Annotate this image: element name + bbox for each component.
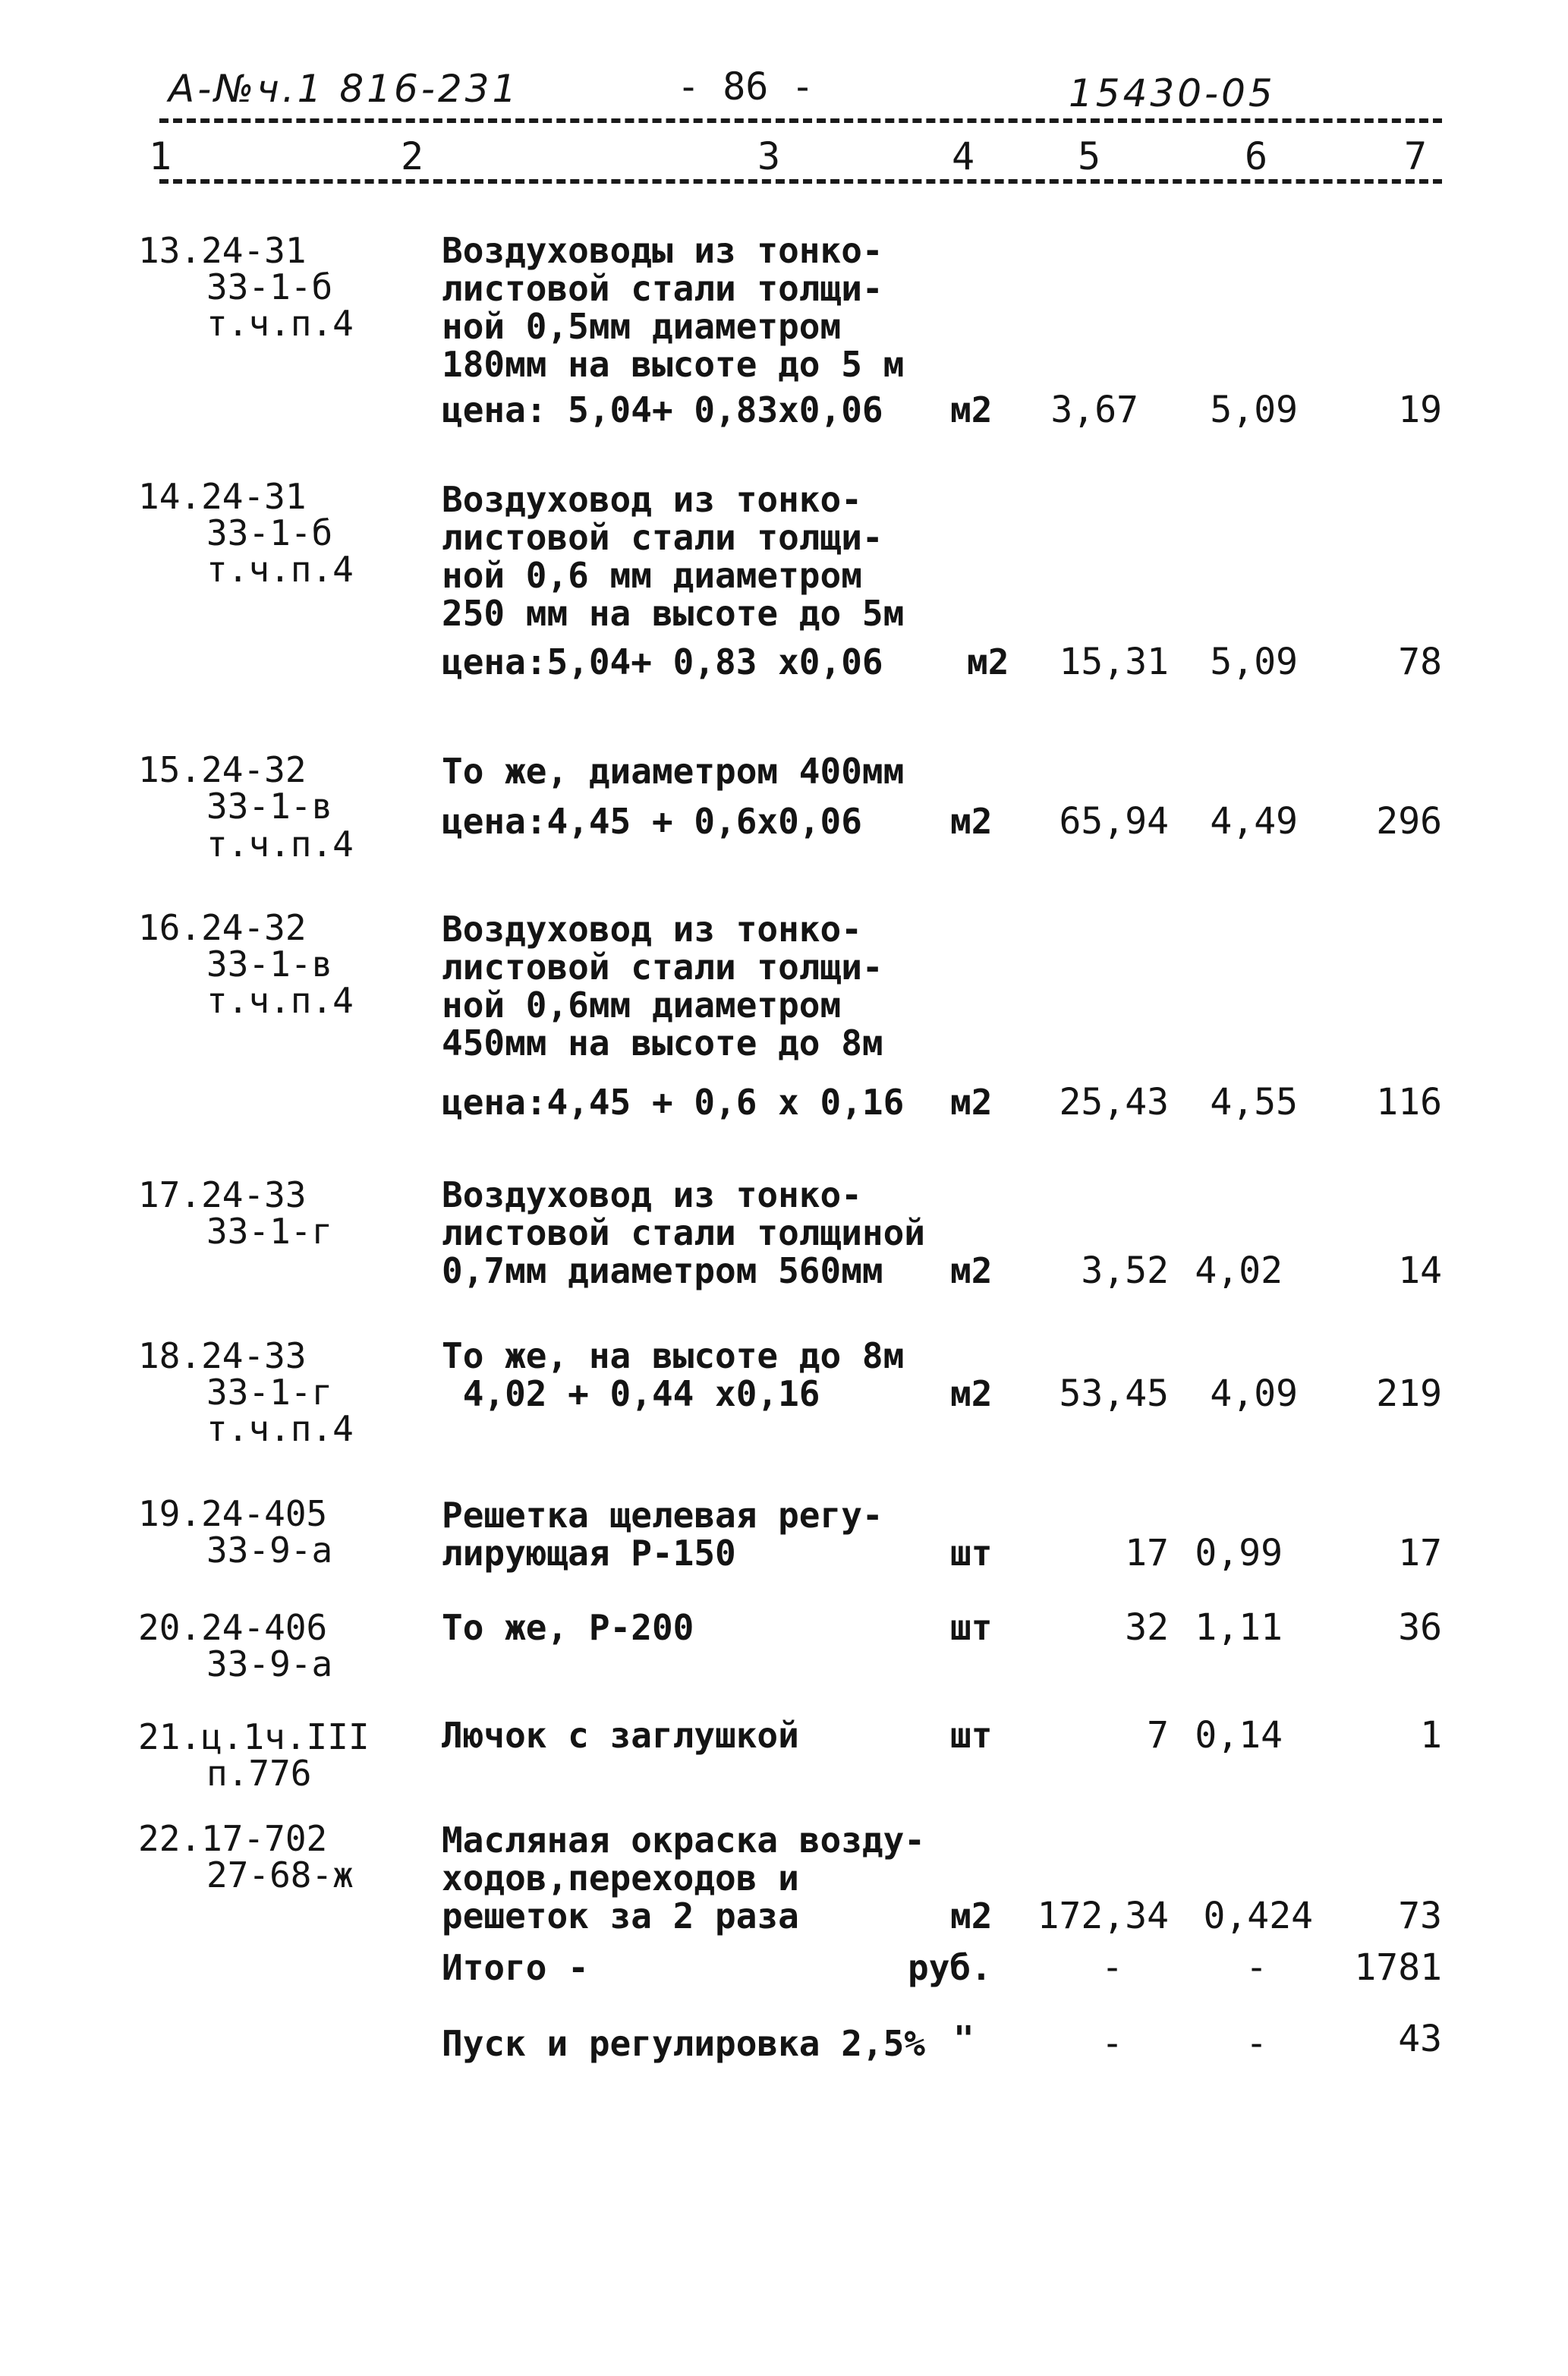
row-13-name-4: 180мм на высоте до 5 м [442, 344, 905, 385]
row-14-name-3: ной 0,6 мм диаметром [442, 555, 862, 596]
row-18-name-1: То же, на высоте до 8м [442, 1335, 905, 1376]
row-13-quantity: 3,67 [1050, 389, 1138, 431]
row-17-name-1: Воздуховод из тонко- [442, 1174, 862, 1215]
row-15-code-3: т.ч.п.4 [206, 824, 354, 865]
row-15-total: 296 [1376, 800, 1442, 843]
row-20-total: 36 [1398, 1606, 1442, 1649]
row-22-quantity: 172,34 [1037, 1895, 1169, 1937]
row-19-total: 17 [1398, 1532, 1442, 1574]
row-14-code-1: 14.24-31 [138, 476, 307, 517]
row-15-price: цена:4,45 + 0,6х0,06 [442, 801, 862, 842]
row-14-code-3: т.ч.п.4 [206, 549, 354, 590]
commissioning-amount: 43 [1398, 2018, 1442, 2060]
row-16-name-3: ной 0,6мм диаметром [442, 985, 842, 1026]
total-quantity: - [1101, 1946, 1123, 1989]
row-13-name-1: Воздуховоды из тонко- [442, 230, 883, 271]
row-18-quantity: 53,45 [1059, 1372, 1169, 1415]
row-13-total: 19 [1398, 389, 1442, 431]
commissioning-unit: " [953, 2018, 974, 2059]
row-18-code-3: т.ч.п.4 [206, 1408, 354, 1449]
column-number-divider [159, 179, 1442, 184]
row-18-total: 219 [1376, 1372, 1442, 1415]
column-number-1: 1 [149, 134, 172, 178]
row-19-code-2: 33-9-а [206, 1530, 333, 1571]
row-17-name-2: листовой стали толщиной [442, 1212, 925, 1253]
row-20-quantity: 32 [1125, 1606, 1169, 1649]
row-19-price: лирующая Р-150 [442, 1533, 736, 1574]
row-19-code-1: 19.24-405 [138, 1493, 328, 1534]
row-21-price: Лючок с заглушкой [442, 1715, 799, 1756]
row-15-quantity: 65,94 [1059, 800, 1169, 843]
row-18-price: 4,02 + 0,44 х0,16 [442, 1373, 820, 1414]
row-21-code-1: 21.ц.1ч.III [138, 1716, 370, 1757]
row-19-unit: шт [950, 1533, 993, 1574]
row-20-code-2: 33-9-а [206, 1643, 333, 1684]
row-17-rate: 4,02 [1195, 1249, 1283, 1292]
row-16-name-4: 450мм на высоте до 8м [442, 1023, 883, 1064]
row-13-name-2: листовой стали толщи- [442, 268, 883, 309]
row-15-name-1: То же, диаметром 400мм [442, 751, 905, 792]
row-16-unit: м2 [950, 1082, 993, 1123]
row-15-code-2: 33-1-в [206, 786, 333, 827]
row-13-rate: 5,09 [1210, 389, 1298, 431]
row-14-name-1: Воздуховод из тонко- [442, 479, 862, 520]
row-19-rate: 0,99 [1195, 1532, 1283, 1574]
row-17-unit: м2 [950, 1250, 993, 1291]
row-15-rate: 4,49 [1210, 800, 1298, 843]
row-17-code-2: 33-1-г [206, 1211, 333, 1252]
row-16-total: 116 [1376, 1081, 1442, 1123]
total-amount: 1781 [1354, 1946, 1442, 1989]
commissioning-label: Пуск и регулировка 2,5% [442, 2023, 925, 2064]
row-17-quantity: 3,52 [1081, 1249, 1169, 1292]
row-21-total: 1 [1420, 1714, 1442, 1757]
row-13-code-3: т.ч.п.4 [206, 303, 354, 344]
row-17-price: 0,7мм диаметром 560мм [442, 1250, 883, 1291]
row-21-unit: шт [950, 1715, 993, 1756]
commissioning-quantity: - [1101, 2022, 1123, 2065]
row-16-code-1: 16.24-32 [138, 907, 307, 948]
row-20-unit: шт [950, 1607, 993, 1648]
row-18-rate: 4,09 [1210, 1372, 1298, 1415]
row-16-code-3: т.ч.п.4 [206, 980, 354, 1021]
row-16-quantity: 25,43 [1059, 1081, 1169, 1123]
row-14-name-2: листовой стали толщи- [442, 517, 883, 558]
row-13-name-3: ной 0,5мм диаметром [442, 306, 842, 347]
row-20-rate: 1,11 [1195, 1606, 1283, 1649]
row-22-code-1: 22.17-702 [138, 1818, 328, 1859]
row-14-total: 78 [1398, 641, 1442, 683]
total-rate: - [1245, 1946, 1267, 1989]
total-label: Итого - [442, 1947, 589, 1988]
column-number-4: 4 [952, 134, 975, 178]
row-21-quantity: 7 [1147, 1714, 1169, 1757]
row-22-code-2: 27-68-ж [206, 1854, 354, 1895]
commissioning-rate: - [1245, 2022, 1267, 2065]
row-18-unit: м2 [950, 1373, 993, 1414]
row-14-name-4: 250 мм на высоте до 5м [442, 593, 905, 634]
row-22-rate: 0,424 [1203, 1895, 1313, 1937]
document-code-left: А-№ч.1 816-231 [168, 67, 520, 111]
row-14-code-2: 33-1-б [206, 512, 333, 553]
row-14-price: цена:5,04+ 0,83 х0,06 [442, 641, 883, 682]
row-13-unit: м2 [950, 389, 993, 430]
row-17-total: 14 [1398, 1249, 1442, 1292]
row-22-total: 73 [1398, 1895, 1442, 1937]
row-15-code-1: 15.24-32 [138, 749, 307, 790]
row-21-rate: 0,14 [1195, 1714, 1283, 1757]
row-21-code-2: п.776 [206, 1753, 312, 1794]
row-15-unit: м2 [950, 801, 993, 842]
page-number: - 86 - [677, 65, 814, 109]
header-divider [159, 118, 1442, 123]
row-22-name-1: Масляная окраска возду- [442, 1820, 925, 1861]
row-13-price: цена: 5,04+ 0,83х0,06 [442, 389, 883, 430]
column-number-6: 6 [1245, 134, 1268, 178]
column-number-3: 3 [757, 134, 781, 178]
row-16-code-2: 33-1-в [206, 944, 333, 985]
row-18-code-1: 18.24-33 [138, 1335, 307, 1376]
row-18-code-2: 33-1-г [206, 1372, 333, 1413]
column-number-2: 2 [401, 134, 424, 178]
column-number-5: 5 [1078, 134, 1101, 178]
row-14-unit: м2 [967, 641, 1009, 682]
row-20-price: То же, Р-200 [442, 1607, 694, 1648]
row-22-unit: м2 [950, 1895, 993, 1936]
row-16-rate: 4,55 [1210, 1081, 1298, 1123]
row-13-code-1: 13.24-31 [138, 230, 307, 271]
row-22-name-2: ходов,переходов и [442, 1858, 799, 1899]
row-22-price: решеток за 2 раза [442, 1895, 799, 1936]
row-19-name-1: Решетка щелевая регу- [442, 1495, 883, 1536]
total-unit: руб. [908, 1947, 992, 1988]
row-14-rate: 5,09 [1210, 641, 1298, 683]
row-20-code-1: 20.24-406 [138, 1607, 328, 1648]
row-19-quantity: 17 [1125, 1532, 1169, 1574]
row-13-code-2: 33-1-б [206, 266, 333, 307]
row-16-price: цена:4,45 + 0,6 х 0,16 [442, 1082, 905, 1123]
row-17-code-1: 17.24-33 [138, 1174, 307, 1215]
row-16-name-1: Воздуховод из тонко- [442, 909, 862, 950]
row-16-name-2: листовой стали толщи- [442, 947, 883, 988]
column-number-7: 7 [1404, 134, 1428, 178]
document-code-right: 15430-05 [1069, 71, 1276, 115]
row-14-quantity: 15,31 [1059, 641, 1169, 683]
